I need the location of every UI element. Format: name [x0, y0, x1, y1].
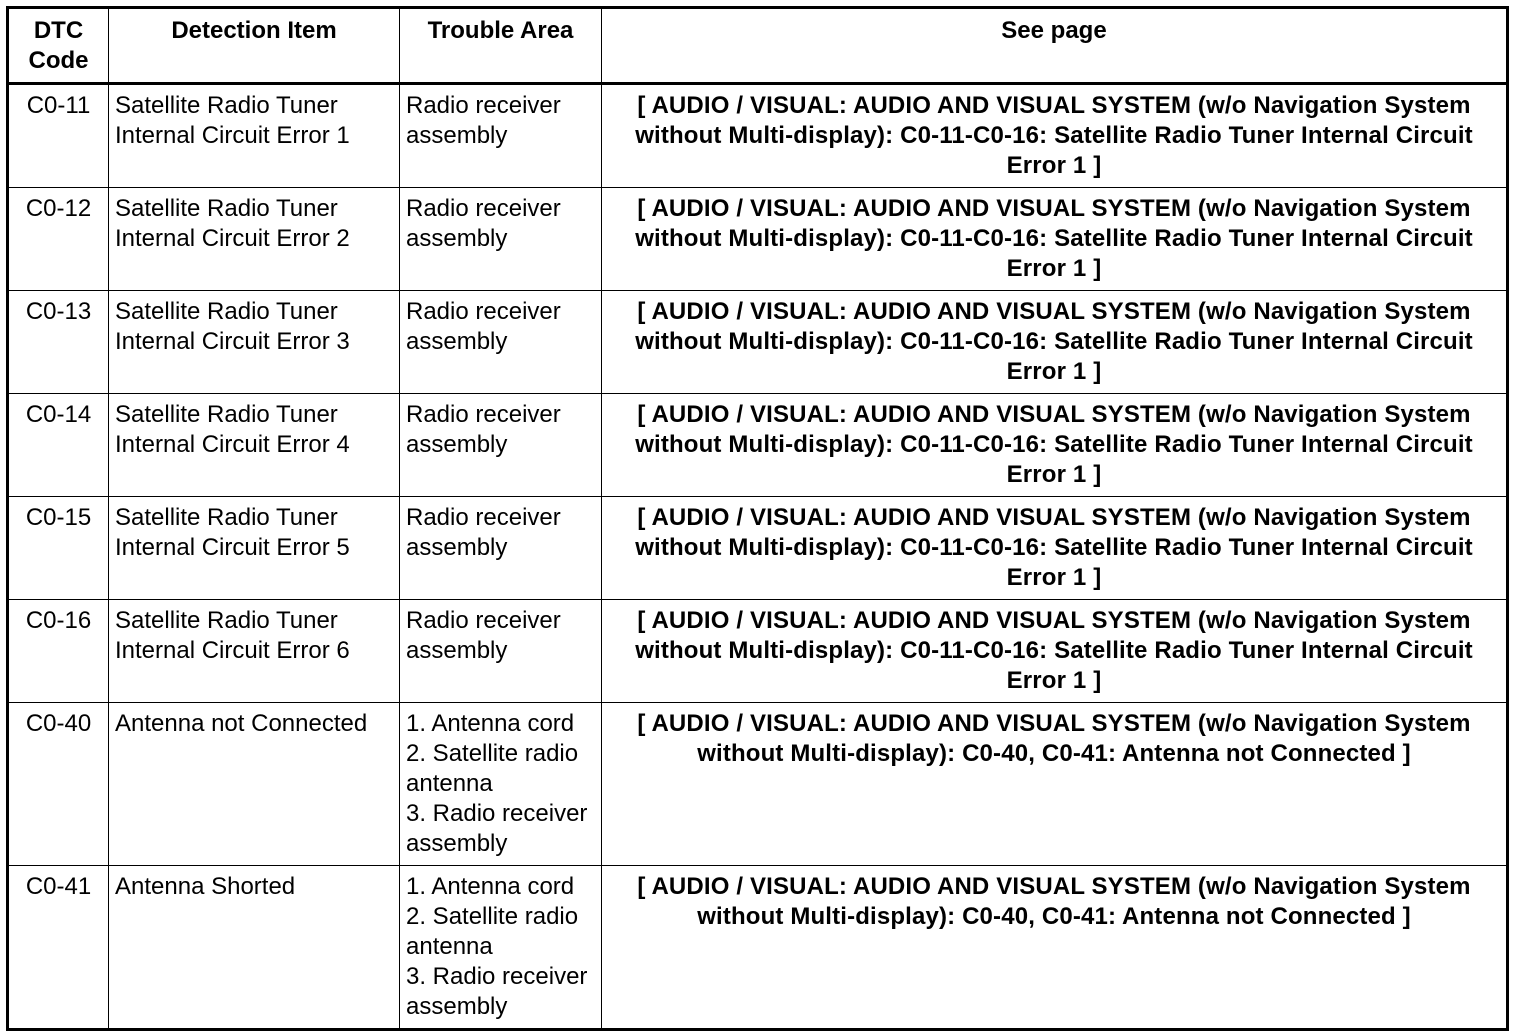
trouble-area: Radio receiver assembly — [400, 188, 602, 291]
see-page-link[interactable]: [ AUDIO / VISUAL: AUDIO AND VISUAL SYSTEM (w/o Navigation System without Multi-display): C0-11-C0-16: Satellite Radio Tuner Internal Circuit Error 1 ] — [602, 188, 1508, 291]
dtc-code: C0-15 — [8, 497, 109, 600]
trouble-area-line: 3. Radio receiver assembly — [406, 963, 588, 1020]
see-page-link[interactable]: [ AUDIO / VISUAL: AUDIO AND VISUAL SYSTEM (w/o Navigation System without Multi-display): C0-11-C0-16: Satellite Radio Tuner Internal Circuit Error 1 ] — [602, 600, 1508, 703]
detection-item: Antenna Shorted — [109, 866, 400, 1030]
dtc-code: C0-40 — [8, 703, 109, 866]
trouble-area — [400, 703, 602, 866]
trouble-area-line: 1. Antenna cord — [406, 710, 575, 737]
trouble-area: Radio receiver assembly — [400, 291, 602, 394]
detection-item: Satellite Radio Tuner Internal Circuit Error 3 — [109, 291, 400, 394]
header-dtc-code — [8, 8, 109, 84]
trouble-area-line: 2. Satellite radio antenna — [406, 740, 579, 797]
table-body — [8, 84, 1508, 1030]
header-dtc-code-line1: DTC — [33, 17, 84, 44]
dtc-code: C0-12 — [8, 188, 109, 291]
dtc-code: C0-41 — [8, 866, 109, 1030]
dtc-table — [6, 6, 1509, 1031]
table-row — [8, 866, 1508, 1030]
table-row — [8, 703, 1508, 866]
detection-item: Satellite Radio Tuner Internal Circuit Error 6 — [109, 600, 400, 703]
detection-item: Satellite Radio Tuner Internal Circuit Error 4 — [109, 394, 400, 497]
see-page-link[interactable]: [ AUDIO / VISUAL: AUDIO AND VISUAL SYSTEM (w/o Navigation System without Multi-display): C0-40, C0-41: Antenna not Connected ] — [602, 703, 1508, 866]
trouble-area-line: 1. Antenna cord — [406, 873, 575, 900]
trouble-area-line: 2. Satellite radio antenna — [406, 903, 579, 960]
see-page-link[interactable]: [ AUDIO / VISUAL: AUDIO AND VISUAL SYSTEM (w/o Navigation System without Multi-display): C0-11-C0-16: Satellite Radio Tuner Internal Circuit Error 1 ] — [602, 291, 1508, 394]
dtc-code: C0-13 — [8, 291, 109, 394]
header-see-page: See page — [602, 8, 1508, 84]
detection-item: Satellite Radio Tuner Internal Circuit Error 2 — [109, 188, 400, 291]
see-page-link[interactable]: [ AUDIO / VISUAL: AUDIO AND VISUAL SYSTEM (w/o Navigation System without Multi-display): C0-11-C0-16: Satellite Radio Tuner Internal Circuit Error 1 ] — [602, 84, 1508, 188]
table-row — [8, 394, 1508, 497]
table-row — [8, 291, 1508, 394]
see-page-link[interactable]: [ AUDIO / VISUAL: AUDIO AND VISUAL SYSTEM (w/o Navigation System without Multi-display): C0-40, C0-41: Antenna not Connected ] — [602, 866, 1508, 1030]
dtc-code: C0-14 — [8, 394, 109, 497]
trouble-area: Radio receiver assembly — [400, 84, 602, 188]
header-detection-item: Detection Item — [109, 8, 400, 84]
header-dtc-code-line2: Code — [28, 47, 89, 74]
trouble-area-line: 3. Radio receiver assembly — [406, 800, 588, 857]
detection-item: Satellite Radio Tuner Internal Circuit Error 5 — [109, 497, 400, 600]
see-page-link[interactable]: [ AUDIO / VISUAL: AUDIO AND VISUAL SYSTEM (w/o Navigation System without Multi-display): C0-11-C0-16: Satellite Radio Tuner Internal Circuit Error 1 ] — [602, 394, 1508, 497]
table-row — [8, 188, 1508, 291]
dtc-code: C0-16 — [8, 600, 109, 703]
see-page-link[interactable]: [ AUDIO / VISUAL: AUDIO AND VISUAL SYSTEM (w/o Navigation System without Multi-display): C0-11-C0-16: Satellite Radio Tuner Internal Circuit Error 1 ] — [602, 497, 1508, 600]
table-row — [8, 497, 1508, 600]
trouble-area: Radio receiver assembly — [400, 497, 602, 600]
table-row — [8, 84, 1508, 188]
trouble-area: Radio receiver assembly — [400, 600, 602, 703]
detection-item: Satellite Radio Tuner Internal Circuit Error 1 — [109, 84, 400, 188]
header-row — [8, 8, 1508, 84]
trouble-area — [400, 866, 602, 1030]
table-row — [8, 600, 1508, 703]
table-header — [8, 8, 1508, 84]
dtc-code: C0-11 — [8, 84, 109, 188]
header-trouble-area: Trouble Area — [400, 8, 602, 84]
trouble-area: Radio receiver assembly — [400, 394, 602, 497]
detection-item: Antenna not Connected — [109, 703, 400, 866]
